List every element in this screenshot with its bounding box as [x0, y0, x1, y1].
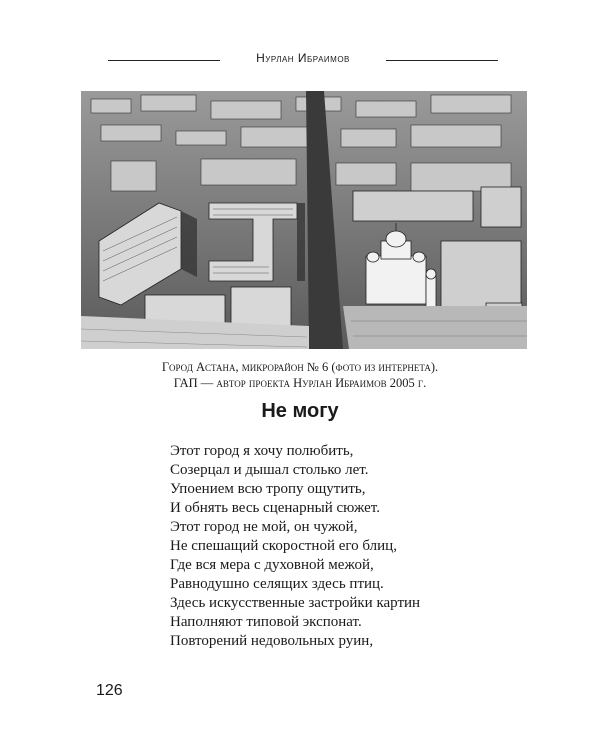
poem-line: Упоением всю тропу ощутить, [170, 481, 366, 497]
page-number: 126 [96, 682, 123, 699]
poem-body [170, 442, 470, 651]
poem-line: Где вся мера с духовной межой, [170, 557, 374, 573]
poem-line: Повторений недовольных руин, [170, 633, 374, 649]
poem-title: Не могу [261, 400, 339, 422]
poem-line: Не спешащий скоростной его блиц, [170, 538, 397, 554]
figure-caption-line-2: ГАП — автор проекта Нурлан Ибраимов 2005 г. [173, 376, 427, 390]
poem-line: Этот город не мой, он чужой, [170, 519, 358, 535]
figure-caption-line-1: Город Астана, микрорайон № 6 (фото из интернета). [161, 360, 439, 374]
header-author: Нурлан Ибраимов [256, 51, 350, 65]
poem-line: Наполняют типовой экспонат. [170, 614, 362, 630]
running-header [108, 50, 498, 70]
poem-line: Здесь искусственные застройки картин [170, 595, 421, 611]
aerial-city-photo [81, 91, 527, 349]
header-rule-right [386, 60, 498, 61]
poem-line: Созерцал и дышал столько лет. [170, 462, 369, 478]
poem-line: Равнодушно селящих здесь птиц. [170, 576, 384, 592]
poem-line: Этот город я хочу полюбить, [170, 443, 354, 459]
poem-line: И обнять весь сценарный сюжет. [170, 500, 380, 516]
